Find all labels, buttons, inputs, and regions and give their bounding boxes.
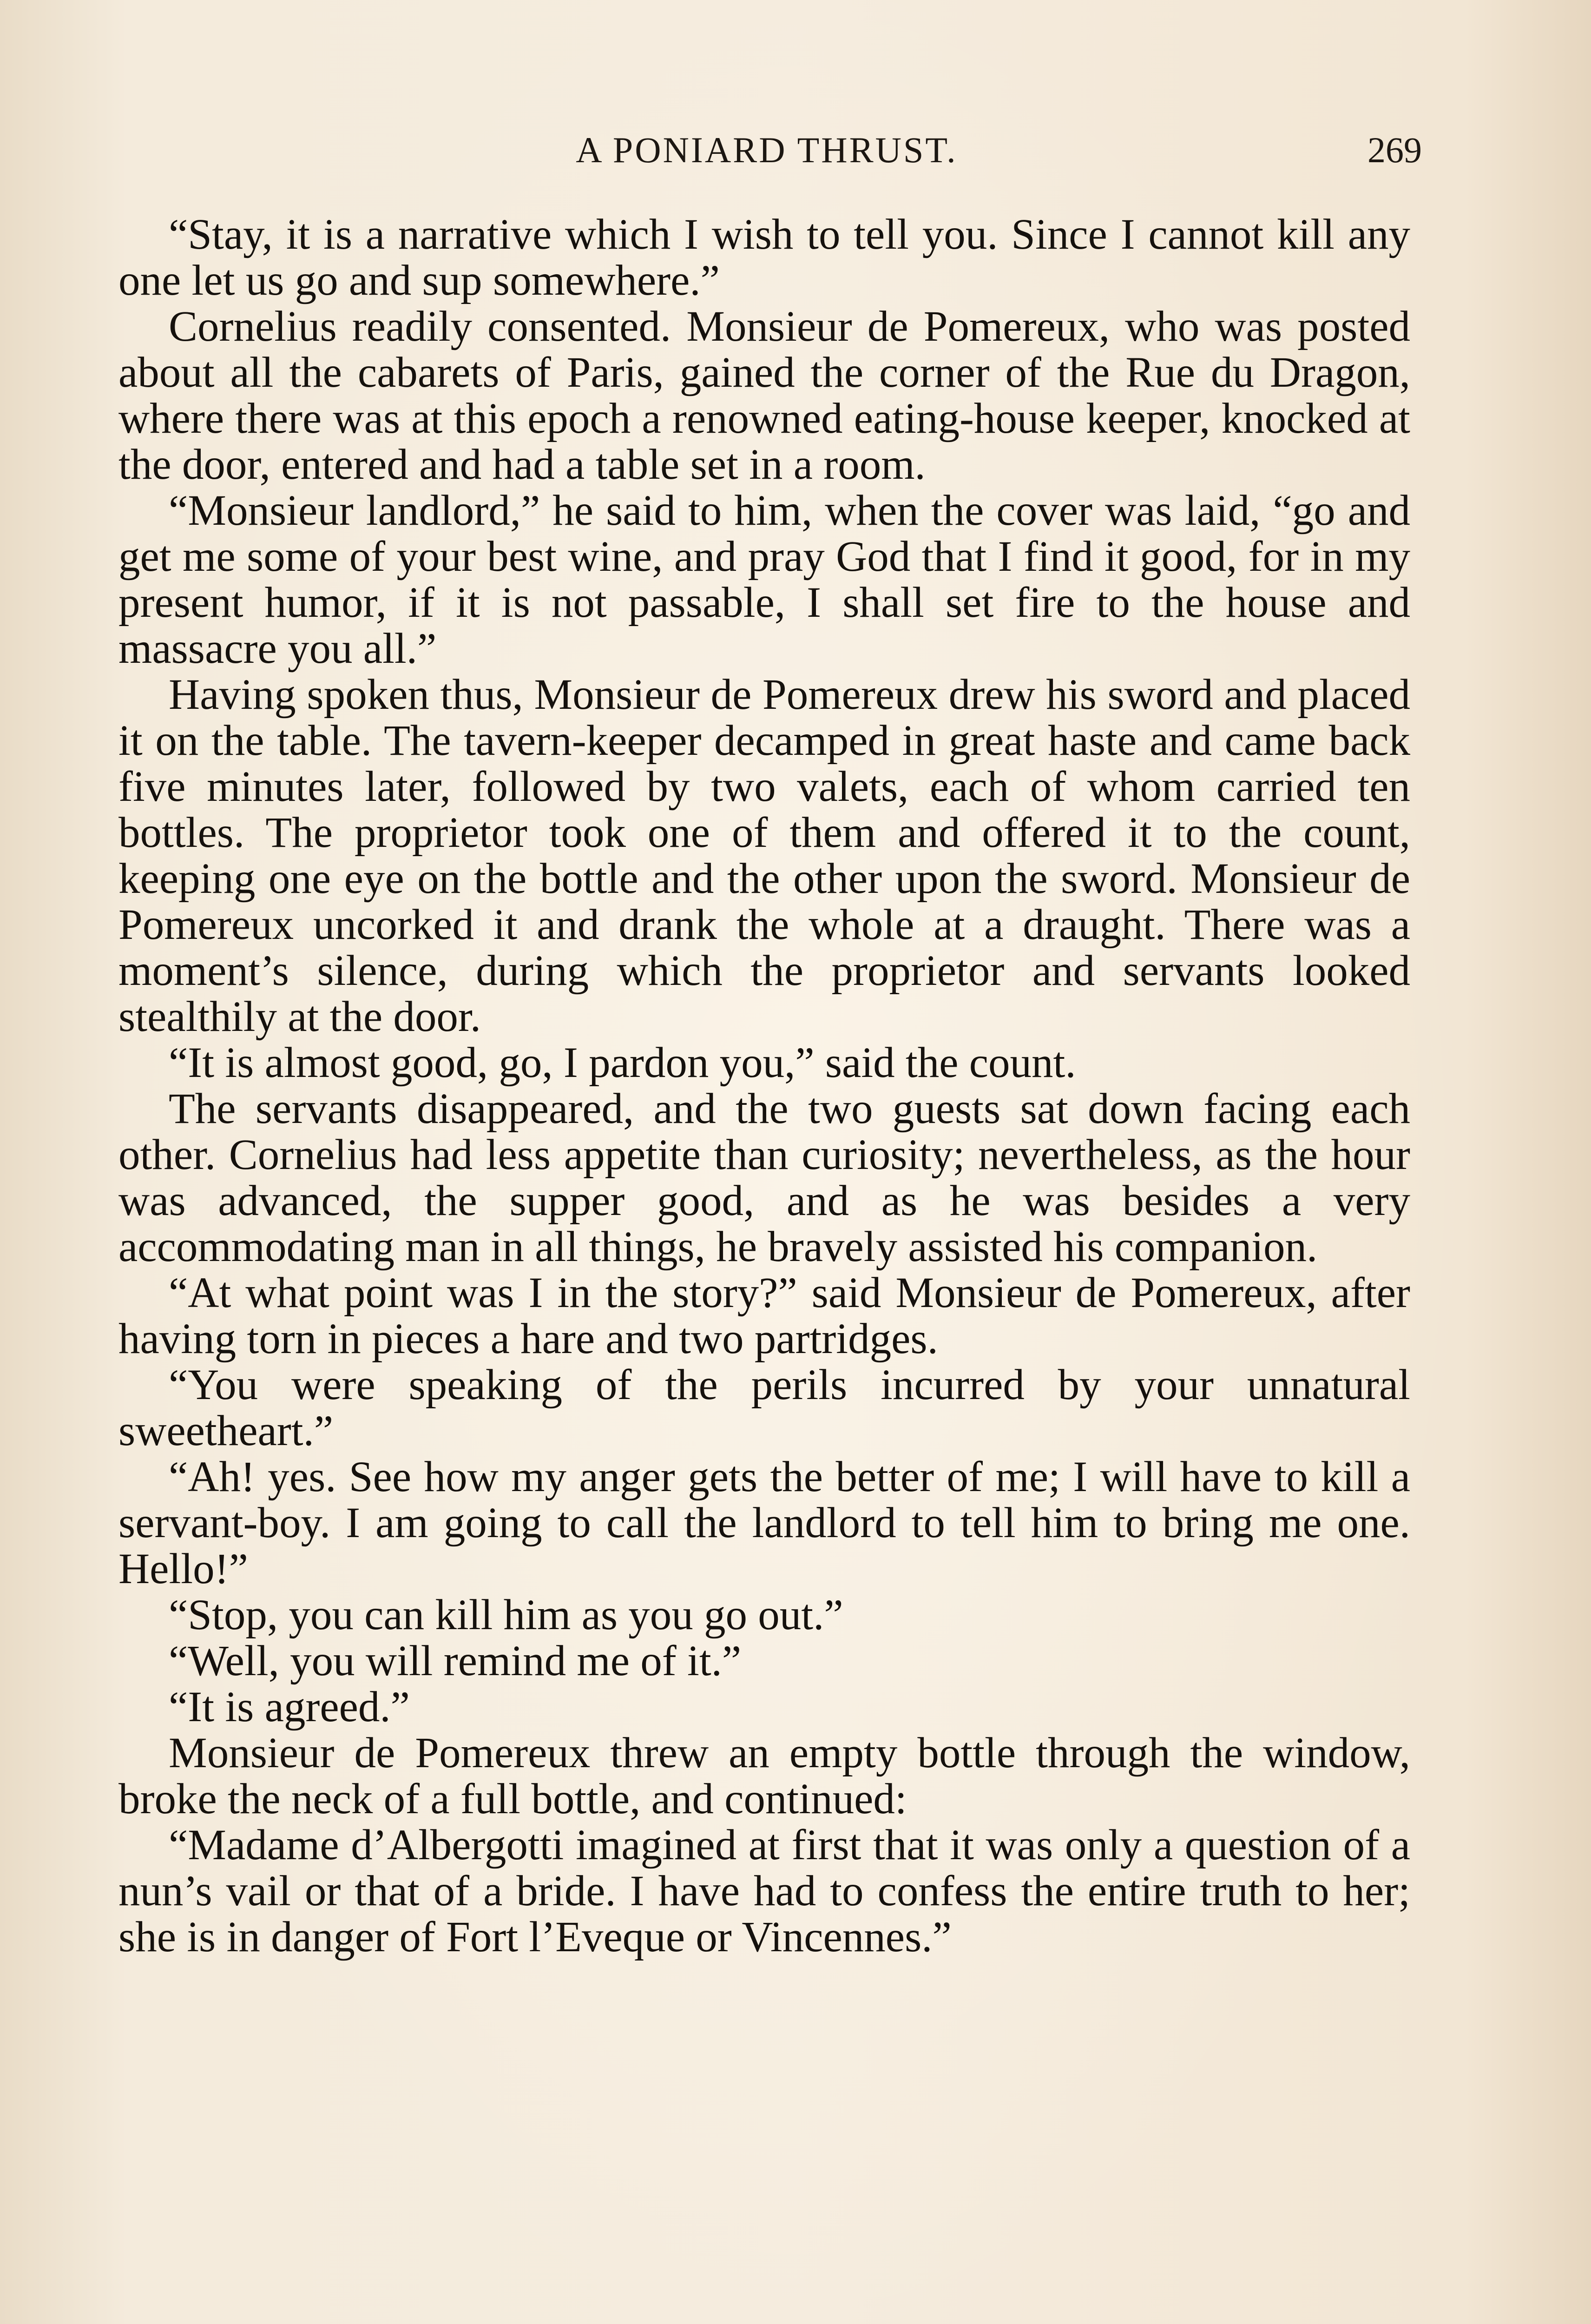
body-text — [118, 211, 1410, 1960]
paragraph-10: “Stop, you can kill him as you go out.” — [169, 1591, 843, 1639]
running-title: A PONIARD THRUST. — [576, 130, 958, 170]
paragraph-2: Cornelius readily consented. Monsieur de Pomereux, who was posted about all the cabarets of Paris, gained the corner of the Rue du Dragon, where there was at this epoch a renowned eating-house keeper, knocked at the door, entered and had a table set in a room. — [118, 303, 1410, 489]
running-head — [116, 125, 1422, 180]
paragraph-3: “Monsieur landlord,” he said to him, when the cover was laid, “go and get me some of your best wine, and pray God that I find it good, for in my present humor, if it is not passable, I shall set fire to the house and massacre you all.” — [118, 487, 1410, 673]
paragraph-1: “Stay, it is a narrative which I wish to tell you. Since I cannot kill any one let us go and sup somewhere.” — [118, 211, 1410, 304]
paragraph-12: “It is agreed.” — [169, 1683, 410, 1731]
page-number: 269 — [1367, 130, 1422, 170]
paragraph-5: “It is almost good, go, I pardon you,” said the count. — [169, 1039, 1076, 1087]
paragraph-9: “Ah! yes. See how my anger gets the better of me; I will have to kill a servant-boy. I am going to call the landlord to tell him to bring me one. Hello!” — [118, 1453, 1410, 1593]
paragraph-4: Having spoken thus, Monsieur de Pomereux drew his sword and placed it on the table. The tavern-keeper decamped in great haste and came back five minutes later, followed by two valets, each of whom carried ten bottles. The proprietor took one of them and offered it to the count, keeping one eye on the bottle and the other upon the sword. Monsieur de Pomereux uncorked it and drank the whole at a draught. There was a moment’s silence, during which the proprietor and servants looked stealthily at the door. — [118, 671, 1410, 1041]
paragraph-8: “You were speaking of the perils incurred by your unnatural sweetheart.” — [118, 1361, 1410, 1455]
paragraph-6: The servants disappeared, and the two guests sat down facing each other. Cornelius had less appetite than curiosity; nevertheless, as the hour was advanced, the supper good, and as he was besides a very accommodating man in all things, he bravely assisted his companion. — [118, 1085, 1410, 1271]
paragraph-14: “Madame d’Albergotti imagined at first that it was only a question of a nun’s vail or that of a bride. I have had to confess the entire truth to her; she is in danger of Fort l’Eveque or Vincennes.” — [118, 1821, 1410, 1961]
paragraph-13: Monsieur de Pomereux threw an empty bottle through the window, broke the neck of a full bottle, and continued: — [118, 1729, 1410, 1823]
paragraph-11: “Well, you will remind me of it.” — [169, 1637, 742, 1685]
paragraph-7: “At what point was I in the story?” said Monsieur de Pomereux, after having torn in pieces a hare and two partridges. — [118, 1269, 1410, 1363]
